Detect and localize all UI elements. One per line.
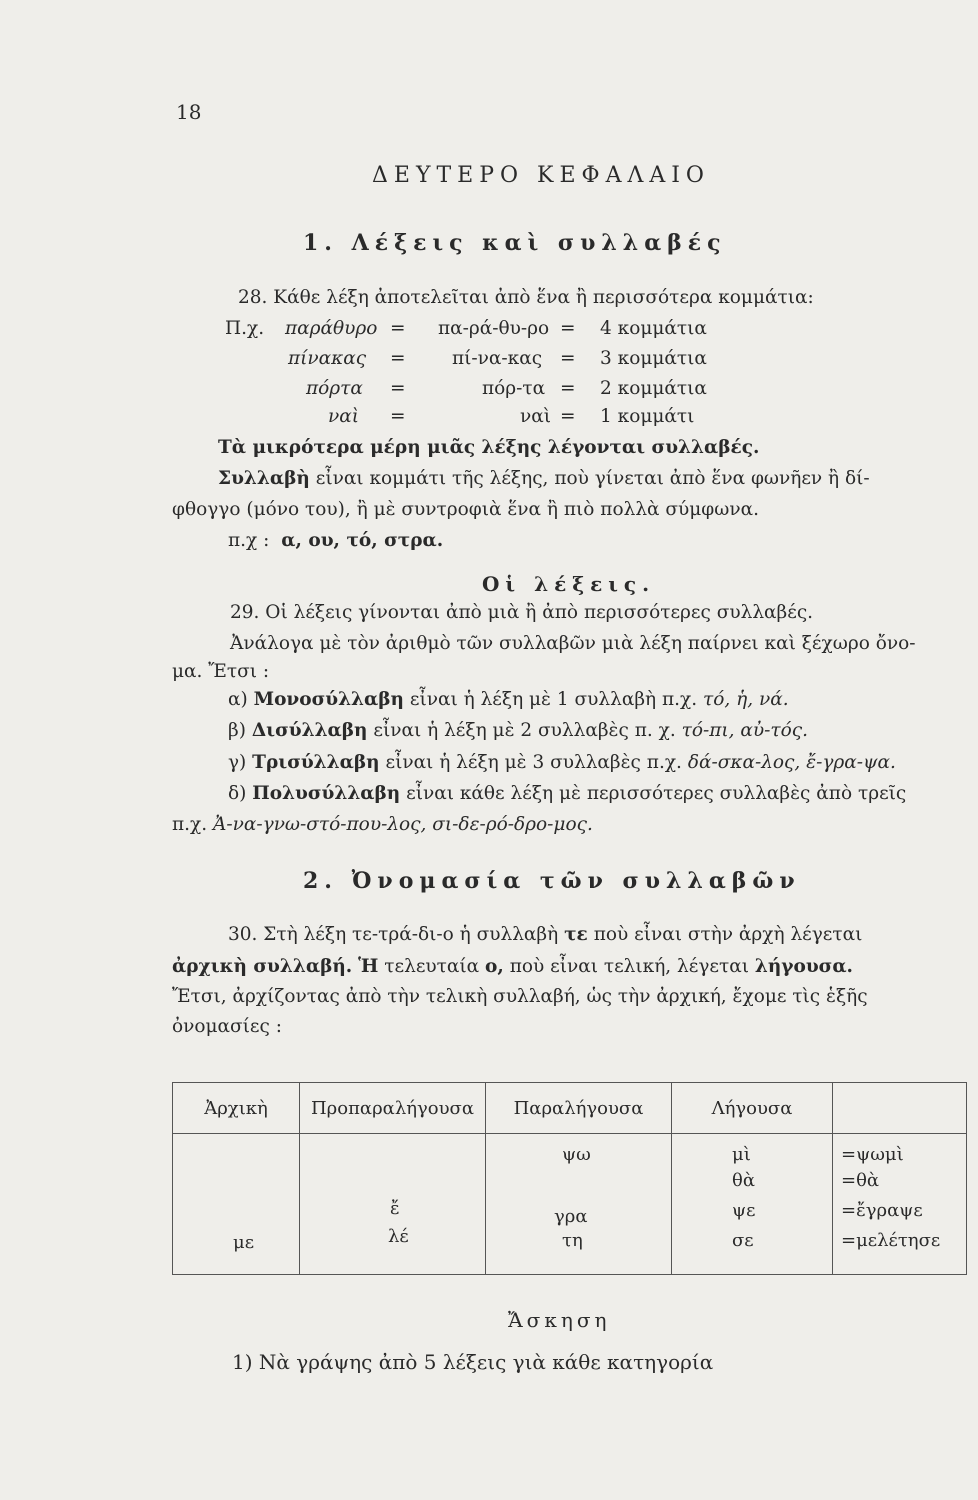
equals-sign: = [390,348,406,369]
p30-line-3: Ἔτσι, ἀρχίζοντας ἀπὸ τὴν τελικὴ συλλαβή, ὡς τὴν ἀρχική, ἔχομε τὶς ἑξῆς [172,986,868,1007]
list-examples: Ἀ-να-γνω-στό-που-λος, σι-δε-ρό-δρο-μος. [213,814,593,835]
definition-text: εἶναι κομμάτι τῆς λέξης, ποὺ γίνεται ἀπὸ ἕνα φωνῆεν ἢ δί- [315,468,870,489]
section-title-syllable-naming: 2. Ὀνομασία τῶν συλλαβῶν [303,868,801,894]
example-word: πόρτα [306,378,363,399]
example-split: ναὶ [520,406,551,427]
p30-line-1 [228,924,862,945]
equals-sign: = [560,318,576,339]
list-letter: δ) [228,783,247,804]
list-text: εἶναι κάθε λέξη μὲ περισσότερες συλλαβὲς ἀπὸ τρεῖς [406,783,907,804]
header-penult: Παραλήγουσα [486,1083,672,1134]
list-text: εἶναι ἡ λέξη μὲ 3 συλλαβὲς π.χ. [385,752,682,773]
term-final-syllable: λήγουσα. [754,956,854,977]
section-title-words-syllables: 1. Λέξεις καὶ συλλαβές [303,230,727,256]
syllable-rule: Τὰ μικρότερα μέρη μιᾶς λέξης λέγονται συλλαβές. [218,437,760,458]
header-ultima: Λήγουσα [672,1083,833,1134]
p30-bold-article: Ἡ [358,956,379,977]
table-row [173,1134,967,1275]
syllable: ἔ [390,1198,400,1219]
chapter-title: ΔΕΥΤΕΡΟ ΚΕΦΑΛΑΙΟ [372,163,710,188]
syllable: τη [562,1230,583,1251]
syllable-definition-line-1 [218,468,870,489]
syllable-example-values: α, ου, τό, στρα. [281,530,444,551]
equals-sign: = [560,348,576,369]
example-word: ναὶ [328,406,359,427]
cell-ultima [672,1134,833,1275]
list-text: εἶναι ἡ λέξη μὲ 2 συλλαβὲς π. χ. [373,720,676,741]
subheading-words: Οἱ λέξεις. [482,572,656,596]
header-antepenult: Προπαραλήγουσα [300,1083,486,1134]
p30-bold-syllable: ο, [485,956,504,977]
syllable: ψε [732,1200,756,1221]
example-split: πα-ρά-θυ-ρο [438,318,550,339]
cell-initial [173,1134,300,1275]
example-count: 2 κομμάτια [600,378,707,399]
list-term: Τρισύλλαβη [252,752,380,773]
cell-result [833,1134,967,1275]
example-count: 4 κομμάτια [600,318,707,339]
syllable-definition-line-2: φθογγο (μόνο του), ἢ μὲ συντροφιὰ ἕνα ἢ πιὸ πολλὰ σύμφωνα. [172,499,759,520]
example-split: πί-να-κας [452,348,543,369]
p30-bold-syllable: τε [564,924,588,945]
p29-line-1: 29. Οἱ λέξεις γίνονται ἀπὸ μιὰ ἢ ἀπὸ περισσότερες συλλαβές. [230,602,814,623]
list-term: Μονοσύλλαβη [253,689,404,710]
cell-antepenult [300,1134,486,1275]
syllable-table [172,1082,967,1275]
p29-line-3: μα. Ἔτσι : [172,661,270,682]
example-count: 1 κομμάτι [600,406,695,427]
result-word: =ἔγραψε [841,1200,923,1221]
syllable-examples [228,530,443,551]
p30-text: ποὺ εἶναι τελική, λέγεται [509,956,749,977]
syllable: γρα [554,1206,588,1227]
syllable: σε [732,1230,754,1251]
p30-text: τελευταία [384,956,480,977]
header-initial: Ἀρχικὴ [173,1083,300,1134]
list-letter: α) [228,689,248,710]
p28-intro: 28. Κάθε λέξη ἀποτελεῖται ἀπὸ ἕνα ἢ περισσότερα κομμάτια: [238,287,814,308]
exercise-item: 1) Νὰ γράψης ἀπὸ 5 λέξεις γιὰ κάθε κατηγορία [232,1350,714,1374]
polysyllabic-examples [172,814,593,835]
syllable: με [233,1232,255,1253]
p30-text: 30. Στὴ λέξη τε-τρά-δι-ο ἡ συλλαβὴ [228,924,559,945]
p30-line-2 [172,956,853,977]
result-word: =θὰ [841,1170,880,1191]
list-examples: δά-σκα-λος, ἔ-γρα-ψα. [687,752,896,773]
definition-term: Συλλαβὴ [218,468,310,489]
list-letter: γ) [228,752,247,773]
list-term: Πολυσύλλαβη [252,783,401,804]
page-number: 18 [176,100,202,124]
list-item-disyllabic [228,720,808,741]
p30-text: ποὺ εἶναι στὴν ἀρχὴ λέγεται [593,924,863,945]
p30-line-4: ὀνομασίες : [172,1016,282,1037]
result-word: =μελέτησε [841,1230,941,1251]
term-initial-syllable: ἀρχικὴ συλλαβή. [172,956,353,977]
syllable: λέ [388,1226,409,1247]
example-split: πόρ-τα [482,378,546,399]
example-prefix: π.χ : [228,530,270,551]
syllable: ψω [562,1144,591,1165]
cell-penult [486,1134,672,1275]
table-header-row [173,1083,967,1134]
equals-sign: = [390,318,406,339]
exercise-title: Ἄσκηση [508,1308,611,1332]
example-word: πίνακας [288,348,367,369]
list-text: εἶναι ἡ λέξη μὲ 1 συλλαβὴ π.χ. [409,689,698,710]
list-item-trisyllabic [228,752,896,773]
equals-sign: = [560,378,576,399]
list-examples: τό-πι, αὐ-τός. [681,720,809,741]
example-prefix: Π.χ. [225,318,265,339]
syllable: θὰ [732,1170,755,1191]
list-item-polysyllabic [228,783,906,804]
result-word: =ψωμὶ [841,1144,904,1165]
example-word: παράθυρο [285,318,378,339]
list-examples: τό, ἡ, νά. [703,689,789,710]
list-item-monosyllabic [228,689,789,710]
example-prefix: π.χ. [172,814,208,835]
syllable: μὶ [732,1144,751,1165]
list-term: Δισύλλαβη [251,720,368,741]
equals-sign: = [560,406,576,427]
equals-sign: = [390,378,406,399]
header-result [833,1083,967,1134]
list-letter: β) [228,720,246,741]
equals-sign: = [390,406,406,427]
example-count: 3 κομμάτια [600,348,707,369]
p29-line-2: Ἀνάλογα μὲ τὸν ἀριθμὸ τῶν συλλαβῶν μιὰ λέξη παίρνει καὶ ξέχωρο ὄνο- [230,633,916,654]
